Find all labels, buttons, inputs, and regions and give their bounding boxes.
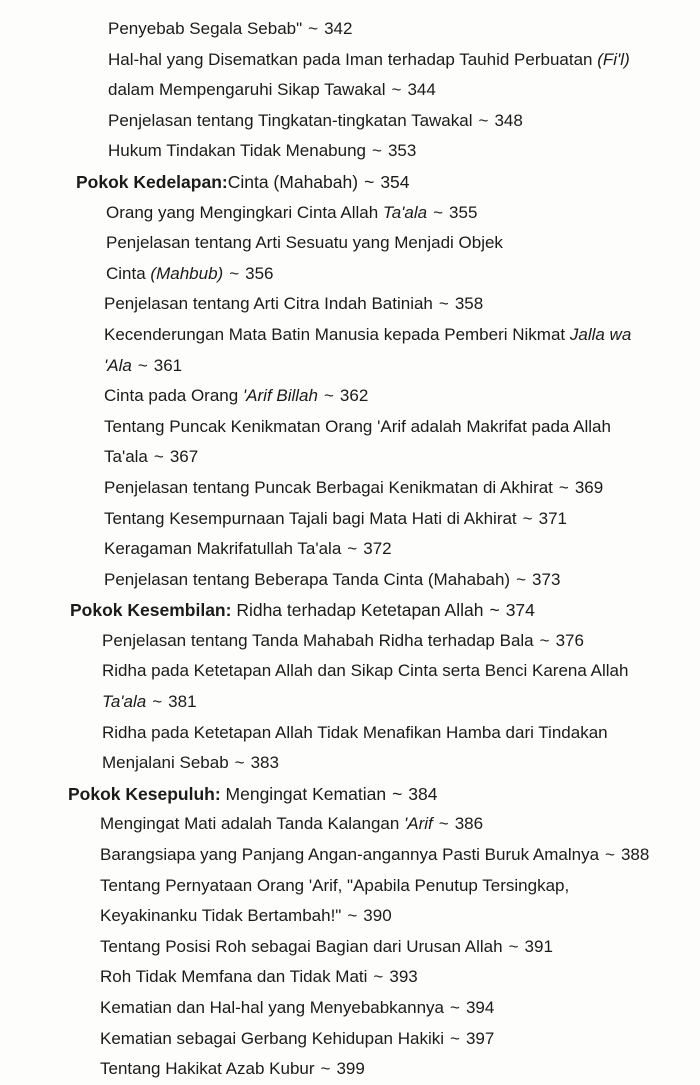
toc-entry-text: Ridha pada Ketetapan Allah Tidak Menafikan Hamba dari Tindakan bbox=[102, 722, 608, 742]
page-number: 399 bbox=[336, 1059, 365, 1079]
tilde-separator: ~ bbox=[438, 294, 449, 314]
toc-entry-text: Ta'ala bbox=[382, 202, 428, 222]
toc-entry-text: Keragaman Makrifatullah Ta'ala bbox=[104, 539, 342, 559]
toc-entry-line bbox=[0, 320, 686, 351]
toc-entry-line bbox=[0, 1024, 686, 1055]
toc-entry-text: Ta'ala bbox=[104, 447, 148, 467]
page-number: 354 bbox=[380, 171, 410, 192]
toc-entry-text: Tentang Posisi Roh sebagai Bagian dari Urusan Allah bbox=[100, 936, 503, 956]
toc-entry-text: Tentang Kesempurnaan Tajali bagi Mata Hati di Akhirat bbox=[104, 508, 517, 528]
page-number: 362 bbox=[339, 386, 369, 406]
toc-entry-line bbox=[0, 565, 686, 596]
toc-entry-line bbox=[0, 504, 686, 535]
toc-entry-line bbox=[0, 534, 686, 565]
page-number: 355 bbox=[449, 202, 478, 222]
toc-entry-line bbox=[0, 412, 686, 443]
toc-entry-line bbox=[0, 289, 686, 320]
page-number: 390 bbox=[363, 906, 392, 926]
toc-entry-line bbox=[0, 1054, 686, 1085]
tilde-separator: ~ bbox=[152, 692, 163, 712]
tilde-separator: ~ bbox=[539, 630, 550, 650]
toc-entry-text: Penjelasan tentang Beberapa Tanda Cinta (Mahabah) bbox=[104, 569, 511, 589]
tilde-separator: ~ bbox=[373, 967, 384, 987]
tilde-separator: ~ bbox=[478, 110, 489, 130]
tilde-separator: ~ bbox=[438, 814, 449, 834]
toc-heading-line bbox=[0, 595, 686, 626]
tilde-separator: ~ bbox=[392, 783, 403, 804]
page-number: 373 bbox=[532, 569, 561, 589]
page-number: 397 bbox=[465, 1028, 495, 1048]
toc-entry-line bbox=[0, 840, 686, 871]
toc-entry-text: Barangsiapa yang Panjang Angan-angannya Pasti Buruk Amalnya bbox=[100, 845, 600, 865]
toc-entry-line bbox=[0, 656, 686, 687]
toc-entry-text: Mengingat Kematian bbox=[225, 783, 387, 804]
toc-entry-line bbox=[0, 962, 686, 993]
toc-entry-line bbox=[0, 687, 686, 718]
toc-entry-text: Menjalani Sebab bbox=[102, 753, 229, 773]
toc-entry-line bbox=[0, 136, 686, 167]
page-number: 353 bbox=[387, 141, 417, 161]
tilde-separator: ~ bbox=[433, 202, 444, 222]
toc-entry-line bbox=[0, 198, 686, 229]
toc-entry-text: Ta'ala bbox=[102, 692, 147, 712]
page-number: 348 bbox=[494, 110, 523, 130]
page-number: 371 bbox=[538, 508, 567, 528]
toc-entry-text: Penyebab Segala Sebab" bbox=[108, 19, 303, 38]
tilde-separator: ~ bbox=[450, 1028, 460, 1048]
toc-entry-text: Penjelasan tentang Puncak Berbagai Kenikmatan di Akhirat bbox=[104, 477, 553, 497]
toc-entry-line bbox=[0, 626, 686, 657]
page-number: 383 bbox=[250, 753, 279, 773]
page-number: 391 bbox=[524, 936, 553, 956]
toc-heading-label: Pokok Kedelapan: bbox=[76, 171, 228, 192]
toc-heading-label: Pokok Kesepuluh: bbox=[68, 783, 226, 804]
toc-entry-line bbox=[0, 351, 686, 382]
toc-entry-text: Kematian sebagai Gerbang Kehidupan Hakiki bbox=[100, 1028, 445, 1048]
toc-entry-line bbox=[0, 871, 686, 902]
toc-entry-text: (Mahbub) bbox=[150, 263, 224, 283]
toc-entry-text: Cinta pada Orang bbox=[104, 386, 243, 406]
toc-entry-text: Jalla wa bbox=[569, 324, 632, 344]
tilde-separator: ~ bbox=[391, 80, 402, 100]
toc-entry-text: Kecenderungan Mata Batin Manusia kepada Pemberi Nikmat bbox=[104, 324, 570, 344]
toc-entry-line bbox=[0, 993, 686, 1024]
page-number: 344 bbox=[407, 80, 436, 100]
tilde-separator: ~ bbox=[320, 1059, 331, 1079]
tilde-separator: ~ bbox=[489, 600, 500, 621]
tilde-separator: ~ bbox=[323, 386, 334, 406]
toc-entry-line bbox=[0, 259, 686, 290]
toc-entry-line bbox=[0, 901, 686, 932]
toc-entry-text: Penjelasan tentang Tingkatan-tingkatan Tawakal bbox=[108, 110, 473, 130]
page-number: 372 bbox=[363, 539, 392, 559]
tilde-separator: ~ bbox=[308, 19, 319, 38]
toc-entry-text: Orang yang Mengingkari Cinta Allah bbox=[106, 202, 383, 222]
page-number: 361 bbox=[153, 355, 183, 375]
tilde-separator: ~ bbox=[137, 355, 148, 375]
toc-entry-line bbox=[0, 748, 686, 779]
toc-entry-text: Tentang Pernyataan Orang 'Arif, "Apabila Penutup Tersingkap, bbox=[100, 875, 570, 895]
tilde-separator: ~ bbox=[372, 141, 382, 161]
toc-entry-text: Ridha pada Ketetapan Allah dan Sikap Cinta serta Benci Karena Allah bbox=[102, 661, 629, 681]
toc-entry-text: dalam Mempengaruhi Sikap Tawakal bbox=[108, 80, 386, 100]
toc-entry-line bbox=[0, 442, 686, 473]
toc-entry-line bbox=[0, 106, 686, 137]
toc-entry-text: Keyakinanku Tidak Bertambah!" bbox=[100, 906, 342, 926]
toc-entry-text: Hal-hal yang Disematkan pada Iman terhadap Tauhid Perbuatan bbox=[108, 49, 598, 69]
toc-entry-line bbox=[0, 473, 686, 504]
toc-heading-line bbox=[0, 167, 686, 198]
tilde-separator: ~ bbox=[516, 569, 527, 589]
tilde-separator: ~ bbox=[558, 477, 569, 497]
toc-entry-line bbox=[0, 45, 686, 76]
toc-entry-text: 'Arif bbox=[404, 814, 433, 834]
toc-heading-line bbox=[0, 779, 686, 810]
page-number: 393 bbox=[389, 967, 418, 987]
page-number: 369 bbox=[574, 477, 604, 497]
tilde-separator: ~ bbox=[234, 753, 245, 773]
tilde-separator: ~ bbox=[450, 998, 460, 1017]
tilde-separator: ~ bbox=[605, 845, 615, 865]
toc-entry-text: Ridha terhadap Ketetapan Allah bbox=[236, 600, 484, 621]
tilde-separator: ~ bbox=[364, 171, 375, 192]
toc-entry-text: Tentang Puncak Kenikmatan Orang 'Arif adalah Makrifat pada Allah bbox=[104, 416, 611, 436]
toc-entry-text: Hukum Tindakan Tidak Menabung bbox=[108, 141, 366, 161]
toc-entry-text: Penjelasan tentang Tanda Mahabah Ridha terhadap Bala bbox=[102, 630, 534, 650]
toc-entry-text: Kematian dan Hal-hal yang Menyebabkannya bbox=[100, 998, 445, 1017]
page-number: 367 bbox=[169, 447, 199, 467]
toc-entry-line bbox=[0, 75, 686, 106]
toc-entry-text: Mengingat Mati adalah Tanda Kalangan bbox=[100, 814, 405, 834]
page-number: 356 bbox=[245, 263, 274, 283]
page-number: 374 bbox=[505, 600, 535, 621]
toc-entry-text: Cinta (Mahabah) bbox=[227, 171, 359, 192]
tilde-separator: ~ bbox=[347, 906, 358, 926]
toc-list bbox=[0, 14, 686, 1085]
page-number: 386 bbox=[454, 814, 484, 834]
toc-entry-line bbox=[0, 932, 686, 963]
tilde-separator: ~ bbox=[347, 539, 358, 559]
toc-entry-text: 'Arif Billah bbox=[242, 386, 318, 406]
toc-entry-line bbox=[0, 381, 686, 412]
page-number: 381 bbox=[168, 692, 197, 712]
toc-heading-label: Pokok Kesembilan: bbox=[70, 600, 237, 621]
page-number: 394 bbox=[465, 998, 495, 1017]
toc-entry-line bbox=[0, 718, 686, 749]
toc-entry-text: (Fi'l) bbox=[597, 49, 630, 69]
tilde-separator: ~ bbox=[508, 936, 519, 956]
toc-entry-text: Roh Tidak Memfana dan Tidak Mati bbox=[100, 967, 368, 987]
page-number: 376 bbox=[555, 630, 584, 650]
toc-entry-line bbox=[0, 228, 686, 259]
page-number: 384 bbox=[408, 783, 438, 804]
tilde-separator: ~ bbox=[522, 508, 533, 528]
page-number: 342 bbox=[324, 19, 353, 38]
toc-entry-text: Tentang Hakikat Azab Kubur bbox=[100, 1059, 315, 1079]
toc-entry-text: Penjelasan tentang Arti Citra Indah Batiniah bbox=[104, 294, 433, 314]
toc-entry-line bbox=[0, 14, 686, 45]
toc-entry-text: Cinta bbox=[106, 263, 151, 283]
page-number: 358 bbox=[454, 294, 484, 314]
page-number: 388 bbox=[620, 845, 650, 865]
toc-entry-line bbox=[0, 809, 686, 840]
toc-entry-text: Penjelasan tentang Arti Sesuatu yang Menjadi Objek bbox=[106, 233, 503, 253]
tilde-separator: ~ bbox=[229, 263, 240, 283]
tilde-separator: ~ bbox=[153, 447, 164, 467]
toc-entry-text: 'Ala bbox=[104, 355, 132, 375]
